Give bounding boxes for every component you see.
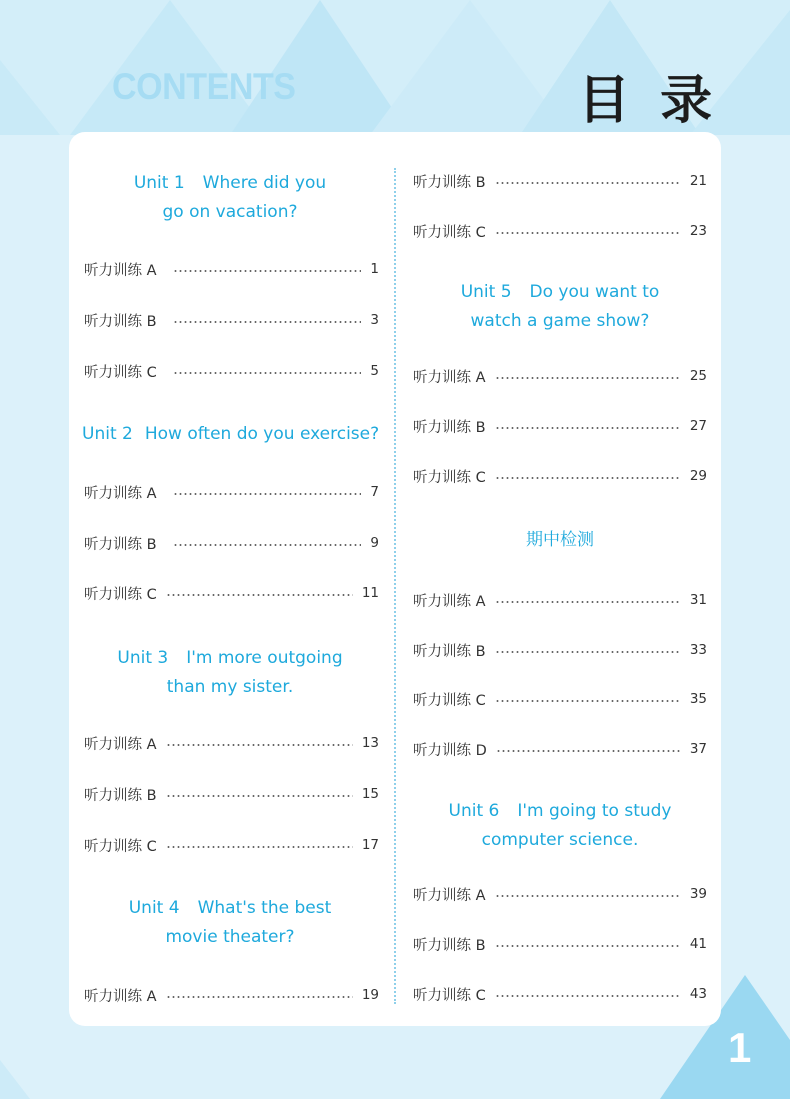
page-number: 1: [370, 261, 379, 277]
unit1-heading[interactable]: [82, 169, 378, 227]
unit-title-line1: How often do you exercise?: [144, 424, 380, 444]
unit-number: Unit 4: [128, 898, 180, 918]
entry-label: 听力训练 C: [413, 987, 486, 1004]
page-number: 23: [689, 223, 707, 239]
toc-entry[interactable]: [413, 933, 707, 955]
unit-number: Unit 1: [133, 173, 185, 193]
unit-number: Unit 3: [117, 648, 169, 668]
dot-leader: [173, 493, 362, 495]
dot-leader: [173, 544, 362, 546]
page-number: 5: [370, 363, 379, 379]
unit-title-line2: movie theater?: [165, 927, 295, 947]
toc-entry[interactable]: [84, 258, 379, 280]
page-number: 7: [370, 484, 379, 500]
unit-title-line2: go on vacation?: [162, 202, 298, 222]
dot-leader: [495, 945, 681, 947]
dot-leader: [495, 182, 681, 184]
dot-leader: [495, 232, 681, 234]
midterm-heading[interactable]: [410, 526, 710, 555]
page-number: 11: [361, 585, 379, 601]
unit4-heading[interactable]: [82, 894, 378, 952]
page-number: 17: [361, 837, 379, 853]
unit2-heading[interactable]: [82, 420, 378, 449]
dot-leader: [495, 377, 681, 379]
unit-title-line1: I'm going to study: [517, 801, 672, 821]
dot-leader: [495, 601, 681, 603]
dot-leader: [495, 651, 681, 653]
page-number: 25: [689, 368, 707, 384]
dot-leader: [173, 270, 362, 272]
entry-label: 听力训练 A: [84, 988, 157, 1005]
unit-number: Unit 6: [448, 801, 500, 821]
dot-leader: [166, 795, 353, 797]
page-number: 19: [361, 987, 379, 1003]
page-number: 13: [361, 735, 379, 751]
toc-entry[interactable]: [84, 360, 379, 382]
entry-label: 听力训练 C: [84, 364, 157, 381]
toc-entry[interactable]: [413, 883, 707, 905]
midterm-title: 期中检测: [526, 530, 594, 550]
entry-label: 听力训练 B: [84, 787, 157, 804]
toc-entry[interactable]: [413, 639, 707, 661]
page-number: 43: [689, 986, 707, 1002]
toc-entry[interactable]: [413, 465, 707, 487]
dot-leader: [166, 594, 353, 596]
entry-label: 听力训练 C: [413, 224, 486, 241]
entry-label: 听力训练 B: [84, 536, 157, 553]
unit-title-line1: Do you want to: [529, 282, 660, 302]
entry-label: 听力训练 B: [84, 313, 157, 330]
entry-label: 听力训练 A: [84, 485, 157, 502]
page-number: 15: [361, 786, 379, 802]
entry-label: 听力训练 B: [413, 174, 486, 191]
toc-entry[interactable]: [84, 984, 379, 1006]
toc-entry[interactable]: [84, 783, 379, 805]
dot-leader: [166, 744, 353, 746]
toc-entry[interactable]: [413, 688, 707, 710]
toc-entry[interactable]: [413, 738, 707, 760]
unit-title-line1: What's the best: [197, 898, 332, 918]
dot-leader: [166, 846, 353, 848]
page-number: 21: [689, 173, 707, 189]
page-number: 29: [689, 468, 707, 484]
unit3-heading[interactable]: [82, 644, 378, 702]
page-number: 27: [689, 418, 707, 434]
dot-leader: [173, 321, 362, 323]
dot-leader: [496, 750, 681, 752]
entry-label: 听力训练 A: [84, 736, 157, 753]
entry-label: 听力训练 C: [413, 692, 486, 709]
entry-label: 听力训练 C: [413, 469, 486, 486]
toc-entry[interactable]: [84, 582, 379, 604]
entry-label: 听力训练 C: [84, 838, 157, 855]
toc-entry[interactable]: [84, 309, 379, 331]
unit-number: Unit 5: [460, 282, 512, 302]
column-divider: [394, 168, 396, 1004]
contents-title-en: CONTENTS: [112, 66, 296, 107]
page-number: 9: [370, 535, 379, 551]
entry-label: 听力训练 A: [413, 369, 486, 386]
dot-leader: [495, 995, 681, 997]
toc-entry[interactable]: [413, 589, 707, 611]
contents-title-zh: 目 录: [578, 71, 719, 131]
page-number: 35: [689, 691, 707, 707]
entry-label: 听力训练 D: [413, 742, 487, 759]
unit6-heading[interactable]: [410, 797, 710, 855]
dot-leader: [495, 700, 681, 702]
toc-entry[interactable]: [84, 834, 379, 856]
entry-label: 听力训练 B: [413, 419, 486, 436]
page-number-footer: 1: [728, 1024, 752, 1071]
page-number: 31: [689, 592, 707, 608]
page-number: 3: [370, 312, 379, 328]
dot-leader: [495, 895, 681, 897]
unit-number: Unit 2: [82, 424, 133, 444]
toc-entry[interactable]: [84, 732, 379, 754]
toc-entry[interactable]: [84, 532, 379, 554]
toc-entry[interactable]: [84, 481, 379, 503]
toc-entry[interactable]: [413, 983, 707, 1005]
toc-entry[interactable]: [413, 415, 707, 437]
toc-entry[interactable]: [413, 220, 707, 242]
entry-label: 听力训练 A: [84, 262, 157, 279]
page-number: 33: [689, 642, 707, 658]
toc-entry[interactable]: [413, 365, 707, 387]
unit-title-line2: watch a game show?: [470, 311, 650, 331]
entry-label: 听力训练 A: [413, 887, 486, 904]
entry-label: 听力训练 C: [84, 586, 157, 603]
unit-title-line1: Where did you: [202, 173, 327, 193]
dot-leader: [495, 477, 681, 479]
toc-entry[interactable]: [413, 170, 707, 192]
unit5-heading[interactable]: [410, 278, 710, 336]
dot-leader: [495, 427, 681, 429]
page-number: 39: [689, 886, 707, 902]
unit-title-line1: I'm more outgoing: [186, 648, 343, 668]
entry-label: 听力训练 A: [413, 593, 486, 610]
entry-label: 听力训练 B: [413, 937, 486, 954]
unit-title-line2: than my sister.: [166, 677, 294, 697]
entry-label: 听力训练 B: [413, 643, 486, 660]
dot-leader: [166, 996, 353, 998]
dot-leader: [173, 372, 362, 374]
unit-title-line2: computer science.: [481, 830, 639, 850]
page-number: 37: [689, 741, 707, 757]
page-number: 41: [689, 936, 707, 952]
